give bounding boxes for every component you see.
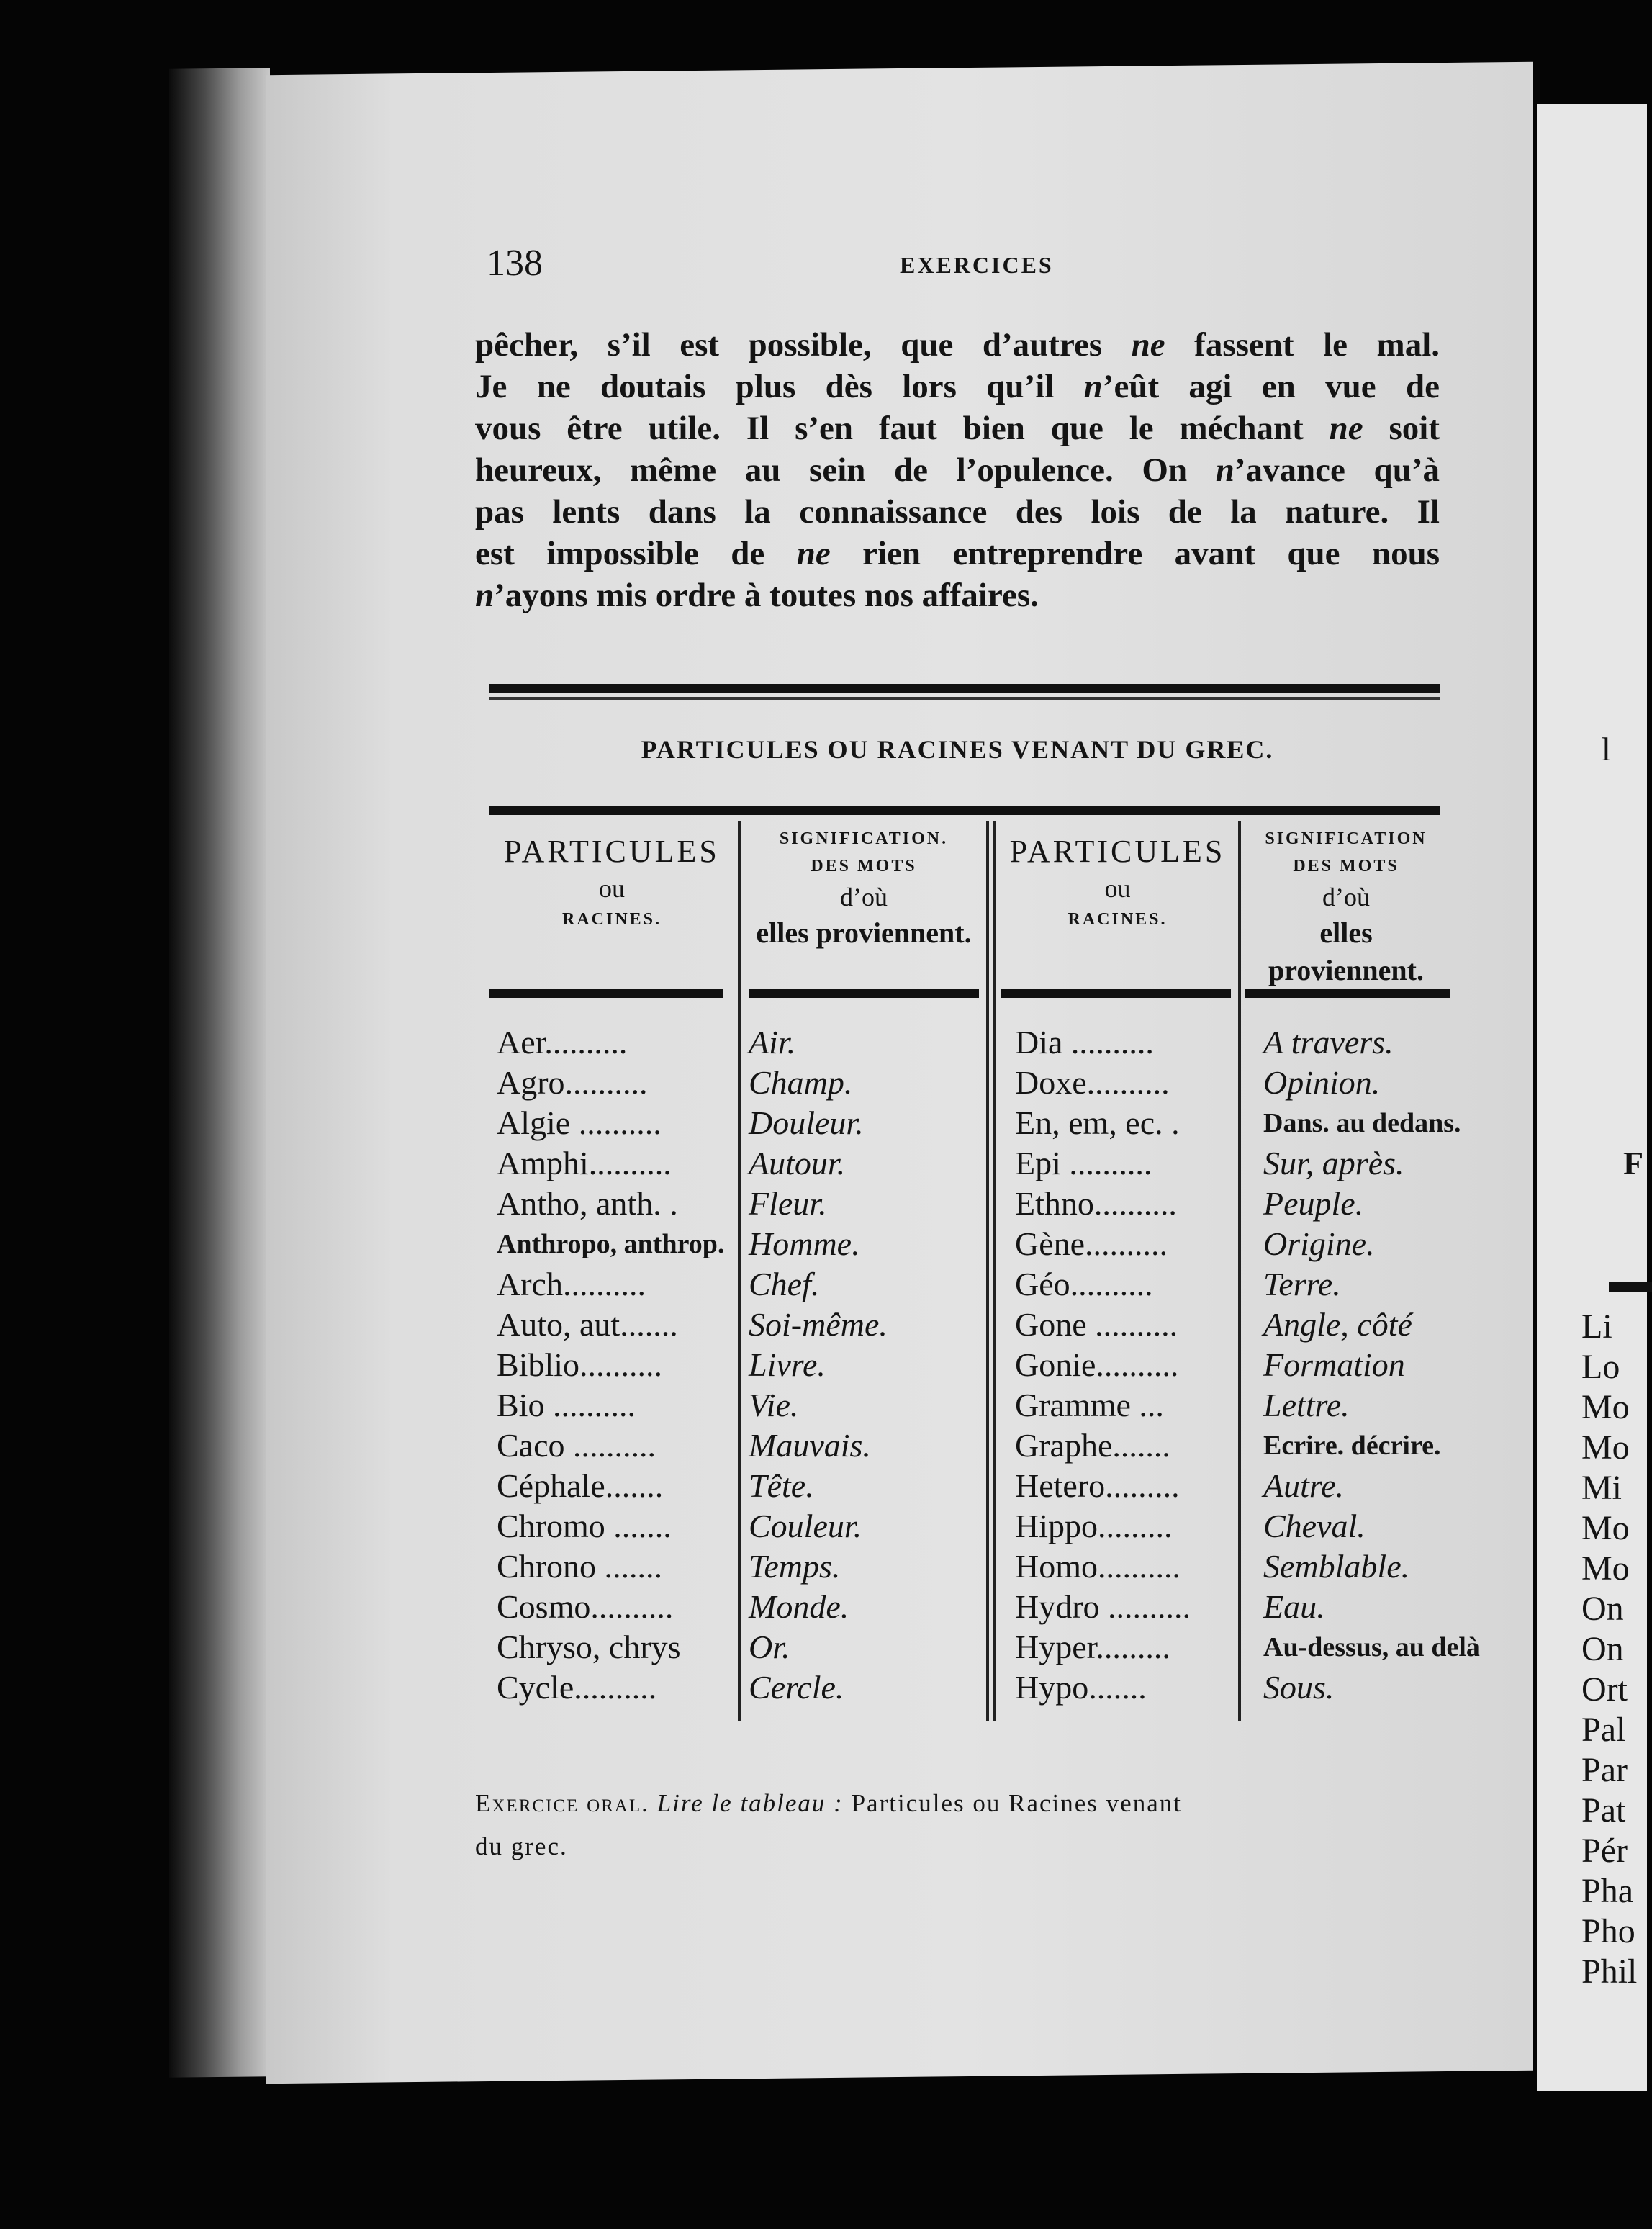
root-cell: Biblio.......... bbox=[497, 1346, 663, 1383]
root-cell: Algie .......... bbox=[497, 1104, 662, 1141]
paragraph-line: heureux, même au sein de l’opulence. On n’avance qu’à bbox=[475, 451, 1440, 489]
meaning-cell: Cheval. bbox=[1263, 1508, 1366, 1544]
root-cell: Chryso, chrys bbox=[497, 1629, 681, 1665]
table-row bbox=[489, 1103, 1461, 1143]
meaning-cell: Livre. bbox=[749, 1346, 826, 1383]
header-particles-right: PARTICULES ou RACINES. bbox=[1009, 834, 1226, 929]
header-underline bbox=[489, 989, 723, 998]
root-cell: Gonie.......... bbox=[1015, 1346, 1179, 1383]
facing-page-rule bbox=[1609, 1282, 1652, 1292]
table-title: PARTICULES OU RACINES VENANT DU GREC. bbox=[641, 735, 1274, 764]
meaning-cell: Autre. bbox=[1263, 1467, 1344, 1504]
paragraph-line: vous être utile. Il s’en faut bien que le méchant ne soit bbox=[475, 410, 1440, 447]
scan-binding-shadow bbox=[169, 68, 270, 2077]
header-meaning-right: SIGNIFICATION DES MOTS d’où elles proviennent. bbox=[1265, 829, 1427, 986]
meaning-cell: A travers. bbox=[1263, 1024, 1394, 1061]
root-cell: Homo.......... bbox=[1015, 1548, 1181, 1585]
meaning-cell: Ecrire. décrire. bbox=[1263, 1431, 1441, 1461]
root-cell: Auto, aut....... bbox=[497, 1306, 678, 1343]
body-paragraph bbox=[475, 324, 1440, 616]
meaning-cell: Cercle. bbox=[749, 1669, 844, 1706]
table-row bbox=[489, 1143, 1440, 1184]
root-cell: Agro.......... bbox=[497, 1064, 648, 1101]
root-cell: Anthropo, anthrop. bbox=[497, 1229, 725, 1259]
table-row bbox=[489, 1184, 1440, 1224]
meaning-cell: Terre. bbox=[1263, 1266, 1341, 1302]
exercise-instruction: Lire le tableau : bbox=[656, 1789, 844, 1817]
meaning-cell: Dans. au dedans. bbox=[1263, 1108, 1461, 1138]
facing-page-word: Mo bbox=[1581, 1549, 1630, 1588]
facing-page-glyph: F bbox=[1623, 1145, 1644, 1181]
root-cell: Doxe.......... bbox=[1015, 1064, 1170, 1101]
table-row bbox=[489, 1466, 1440, 1506]
meaning-cell: Soi-même. bbox=[749, 1306, 888, 1343]
meaning-cell: Monde. bbox=[749, 1588, 849, 1625]
root-cell: Gène.......... bbox=[1015, 1225, 1168, 1262]
meaning-cell: Vie. bbox=[749, 1387, 799, 1423]
root-cell: Cycle.......... bbox=[497, 1669, 657, 1706]
root-cell: Hydro .......... bbox=[1015, 1588, 1191, 1625]
meaning-cell: Angle, côté bbox=[1263, 1306, 1412, 1343]
table-row bbox=[489, 1385, 1440, 1426]
table-row bbox=[489, 1305, 1440, 1345]
page-number: 138 bbox=[487, 243, 543, 284]
meaning-cell: Autour. bbox=[749, 1145, 846, 1181]
paragraph-line: est impossible de ne rien entreprendre avant que nous bbox=[475, 535, 1440, 572]
meaning-cell: Couleur. bbox=[749, 1508, 862, 1544]
meaning-cell: Or. bbox=[749, 1629, 790, 1665]
facing-page-word: Li bbox=[1581, 1307, 1612, 1346]
meaning-cell: Air. bbox=[749, 1024, 796, 1061]
facing-page-word: Mi bbox=[1581, 1469, 1622, 1507]
exercise-footer bbox=[475, 1782, 1440, 1868]
header-underline bbox=[1001, 989, 1231, 998]
facing-page-word: Pér bbox=[1581, 1832, 1628, 1870]
meaning-cell: Formation bbox=[1263, 1346, 1405, 1383]
root-cell: Bio .......... bbox=[497, 1387, 636, 1423]
meaning-cell: Eau. bbox=[1263, 1588, 1325, 1625]
meaning-cell: Opinion. bbox=[1263, 1064, 1381, 1101]
meaning-cell: Douleur. bbox=[749, 1104, 864, 1141]
table-row bbox=[489, 1345, 1440, 1385]
exercise-text-continued: du grec. bbox=[475, 1832, 568, 1860]
facing-page-word: Pho bbox=[1581, 1912, 1635, 1950]
root-cell: Géo.......... bbox=[1015, 1266, 1153, 1302]
table-row bbox=[489, 1264, 1440, 1305]
header-underline bbox=[1245, 989, 1450, 998]
running-title: EXERCICES bbox=[900, 252, 1054, 278]
facing-page-word: Pal bbox=[1581, 1711, 1626, 1749]
table-row bbox=[489, 1587, 1440, 1627]
facing-page-fragment bbox=[1537, 104, 1647, 2091]
table-row bbox=[489, 1546, 1440, 1587]
header-particles-left: PARTICULES ou RACINES. bbox=[504, 834, 720, 929]
root-cell: Chromo ....... bbox=[497, 1508, 672, 1544]
root-cell: Aer.......... bbox=[497, 1024, 628, 1061]
paragraph-line: pas lents dans la connaissance des lois de la nature. Il bbox=[475, 493, 1440, 531]
meaning-cell: Semblable. bbox=[1263, 1548, 1410, 1585]
root-cell: Amphi.......... bbox=[497, 1145, 672, 1181]
facing-page-word: Pat bbox=[1581, 1791, 1626, 1829]
root-cell: Céphale....... bbox=[497, 1467, 664, 1504]
separator-rule bbox=[489, 684, 1440, 693]
root-cell: Arch.......... bbox=[497, 1266, 646, 1302]
meaning-cell: Sous. bbox=[1263, 1669, 1335, 1706]
facing-page-word: Lo bbox=[1581, 1348, 1620, 1386]
meaning-cell: Chef. bbox=[749, 1266, 820, 1302]
meaning-cell: Champ. bbox=[749, 1064, 853, 1101]
meaning-cell: Temps. bbox=[749, 1548, 841, 1585]
root-cell: En, em, ec. . bbox=[1015, 1104, 1180, 1141]
facing-page-word: Par bbox=[1581, 1751, 1628, 1789]
facing-page-word: Pha bbox=[1581, 1872, 1633, 1910]
root-cell: Hetero......... bbox=[1015, 1467, 1180, 1504]
header-underline bbox=[749, 989, 979, 998]
exercise-text: Particules ou Racines venant bbox=[851, 1789, 1182, 1817]
meaning-cell: Sur, après. bbox=[1263, 1145, 1404, 1181]
root-cell: Hippo......... bbox=[1015, 1508, 1173, 1544]
facing-page-word: Ort bbox=[1581, 1670, 1628, 1708]
separator-rule-thin bbox=[489, 697, 1440, 700]
meaning-cell: Peuple. bbox=[1263, 1185, 1364, 1222]
paragraph-line: Je ne doutais plus dès lors qu’il n’eût agi en vue de bbox=[475, 368, 1440, 405]
root-cell: Hyper......... bbox=[1015, 1629, 1170, 1665]
facing-page-glyph: l bbox=[1602, 731, 1611, 767]
facing-page-word: On bbox=[1581, 1590, 1624, 1628]
root-cell: Caco .......... bbox=[497, 1427, 656, 1464]
page-header bbox=[475, 238, 1440, 284]
root-cell: Gone .......... bbox=[1015, 1306, 1178, 1343]
facing-page-word: Mo bbox=[1581, 1388, 1630, 1426]
root-cell: Antho, anth. . bbox=[497, 1185, 678, 1222]
exercise-label: Exercice oral. bbox=[475, 1789, 649, 1817]
root-cell: Epi .......... bbox=[1015, 1145, 1152, 1181]
paragraph-line: pêcher, s’il est possible, que d’autres ne fassent le mal. bbox=[475, 326, 1440, 364]
table-row bbox=[489, 1022, 1440, 1063]
root-cell: Dia .......... bbox=[1015, 1024, 1154, 1061]
meaning-cell: Origine. bbox=[1263, 1225, 1375, 1262]
table-row bbox=[489, 1506, 1440, 1546]
facing-page-word: Mo bbox=[1581, 1509, 1630, 1547]
facing-page-word: Mo bbox=[1581, 1428, 1630, 1467]
facing-page-word: On bbox=[1581, 1630, 1624, 1668]
table-row bbox=[489, 1426, 1440, 1466]
paragraph-line: n’ayons mis ordre à toutes nos affaires. bbox=[475, 577, 1039, 614]
meaning-cell: Mauvais. bbox=[749, 1427, 871, 1464]
table-row bbox=[489, 1667, 1440, 1708]
root-cell: Hypo....... bbox=[1015, 1669, 1147, 1706]
table-row bbox=[489, 1063, 1440, 1103]
meaning-cell: Fleur. bbox=[749, 1185, 827, 1222]
meaning-cell: Au-dessus, au delà bbox=[1263, 1632, 1480, 1662]
meaning-cell: Homme. bbox=[749, 1225, 860, 1262]
facing-page-word: Phil bbox=[1581, 1953, 1638, 1991]
root-cell: Chrono ....... bbox=[497, 1548, 662, 1585]
table-row bbox=[489, 1224, 1440, 1264]
root-cell: Ethno.......... bbox=[1015, 1185, 1177, 1222]
table-row bbox=[489, 1627, 1480, 1667]
root-cell: Cosmo.......... bbox=[497, 1588, 674, 1625]
header-meaning-left: SIGNIFICATION. DES MOTS d’où elles proviennent. bbox=[756, 829, 972, 949]
meaning-cell: Lettre. bbox=[1263, 1387, 1350, 1423]
meaning-cell: Tête. bbox=[749, 1467, 814, 1504]
root-cell: Gramme ... bbox=[1015, 1387, 1164, 1423]
root-cell: Graphe....... bbox=[1015, 1427, 1170, 1464]
